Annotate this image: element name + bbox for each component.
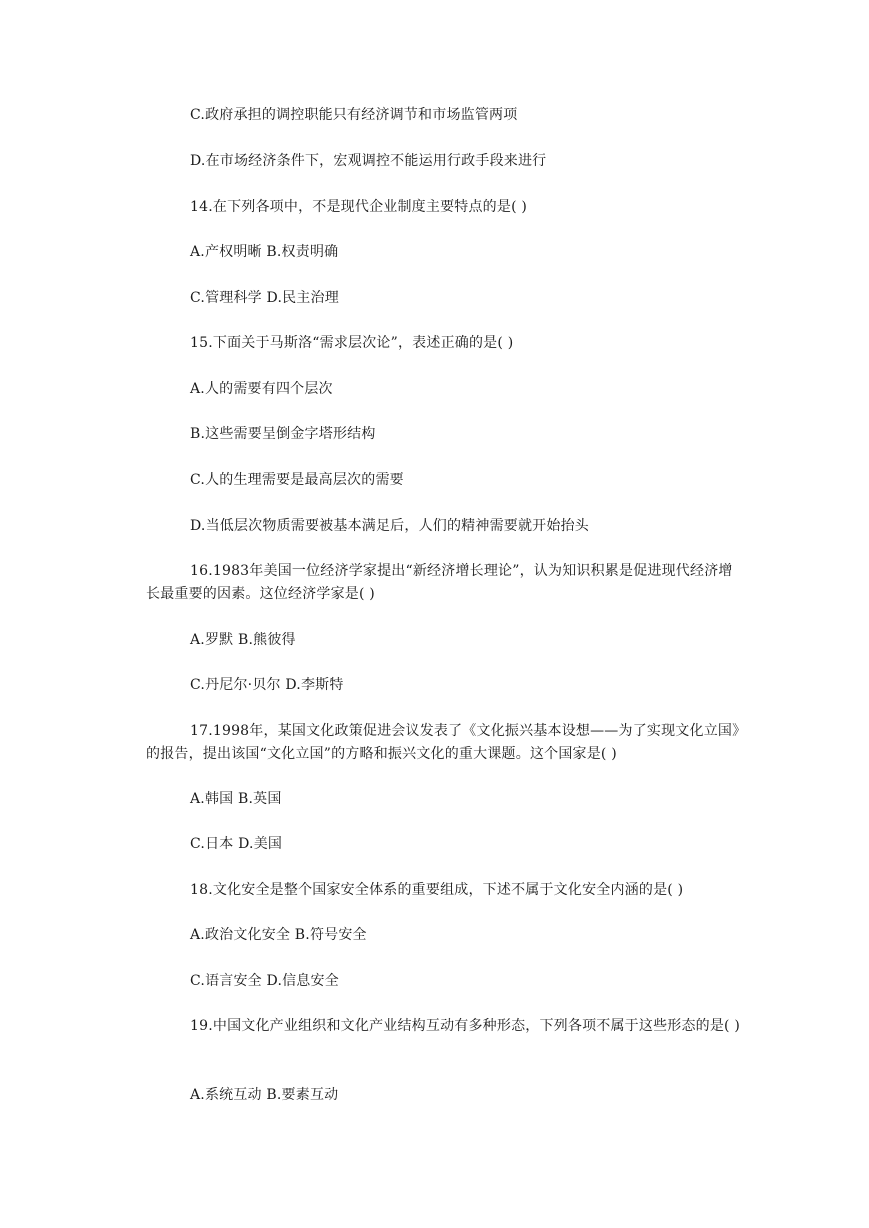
option-line: C.语言安全 D.信息安全 [190,973,339,989]
option-line: C.丹尼尔·贝尔 D.李斯特 [190,677,344,693]
option-line: D.当低层次物质需要被基本满足后，人们的精神需要就开始抬头 [190,518,589,534]
option-line: C.人的生理需要是最高层次的需要 [190,472,404,488]
option-line: C.政府承担的调控职能只有经济调节和市场监管两项 [190,107,518,123]
question-15: 15.下面关于马斯洛“需求层次论”，表述正确的是( ) [190,335,514,351]
question-18: 18.文化安全是整个国家安全体系的重要组成，下述不属于文化安全内涵的是( ) [190,882,684,898]
option-line: A.产权明晰 B.权责明确 [190,244,339,260]
question-14: 14.在下列各项中，不是现代企业制度主要特点的是( ) [190,199,528,215]
question-16: 16.1983年美国一位经济学家提出“新经济增长理论”，认为知识积累是促进现代经济增长最重要的因素。这位经济学家是( ) [146,563,733,602]
option-line: A.人的需要有四个层次 [190,381,333,397]
option-line: A.韩国 B.英国 [190,791,282,807]
option-line: C.管理科学 D.民主治理 [190,290,339,306]
option-line: D.在市场经济条件下，宏观调控不能运用行政手段来进行 [190,153,547,169]
option-line: A.罗默 B.熊彼得 [190,632,296,648]
option-line: C.日本 D.美国 [190,836,283,852]
question-19: 19.中国文化产业组织和文化产业结构互动有多种形态，下列各项不属于这些形态的是( ) [190,1018,741,1034]
option-line: A.系统互动 B.要素互动 [190,1087,339,1103]
option-line: B.这些需要呈倒金字塔形结构 [190,426,376,442]
question-17: 17.1998年，某国文化政策促进会议发表了《文化振兴基本设想——为了实现文化立国》的报告，提出该国“文化立国”的方略和振兴文化的重大课题。这个国家是( ) [146,723,740,762]
option-line: A.政治文化安全 B.符号安全 [190,927,367,943]
